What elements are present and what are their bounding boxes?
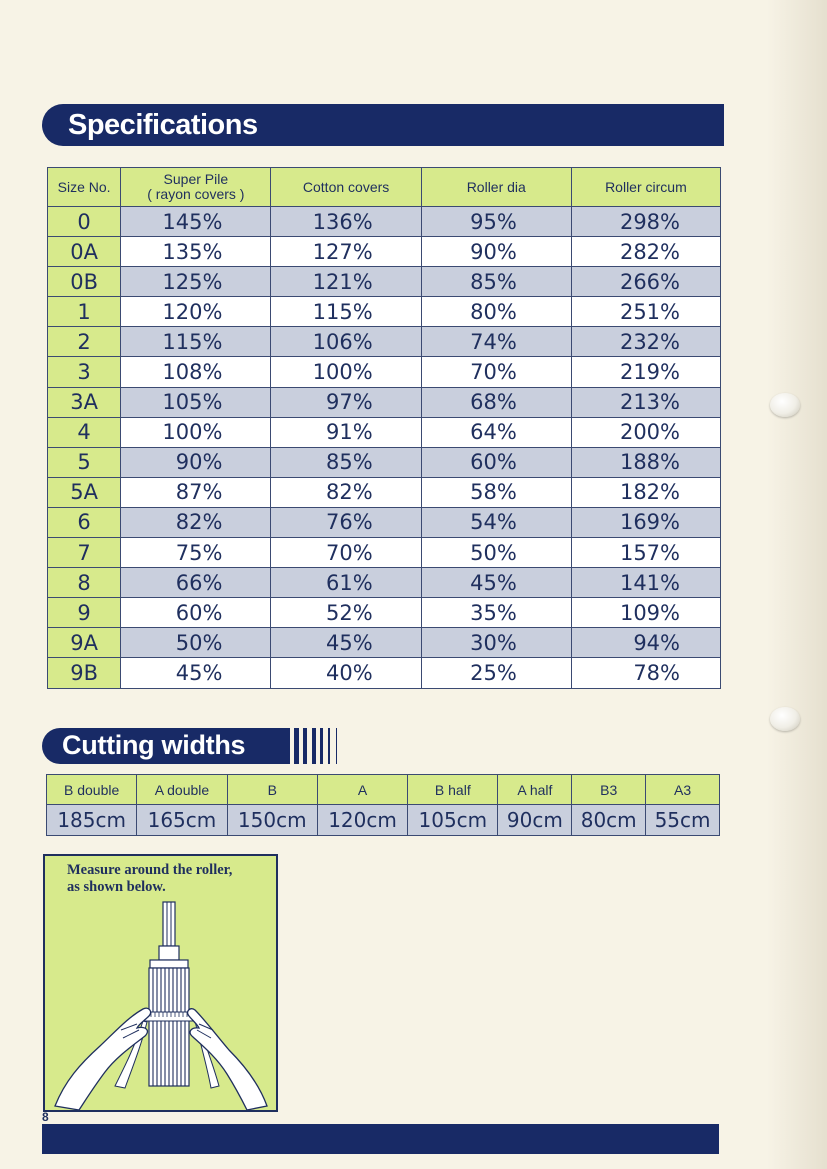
cotton-value: 115% bbox=[312, 299, 373, 324]
circum-cell bbox=[571, 658, 720, 688]
header-size-no: Size No. bbox=[48, 168, 121, 207]
pile-cell bbox=[121, 267, 271, 297]
dia-cell bbox=[421, 207, 571, 237]
header-cotton-covers: Cotton covers bbox=[271, 168, 421, 207]
cotton-value: 85% bbox=[326, 450, 373, 475]
size-cell: 8 bbox=[48, 568, 121, 598]
dia-value: 25% bbox=[470, 660, 517, 685]
dia-cell bbox=[421, 598, 571, 628]
circum-cell bbox=[571, 267, 720, 297]
size-cell: 4 bbox=[48, 417, 121, 447]
table-row bbox=[48, 507, 721, 537]
cotton-value: 52% bbox=[326, 600, 373, 625]
circum-value: 298% bbox=[619, 209, 680, 234]
table-row bbox=[48, 568, 721, 598]
binder-hole bbox=[770, 393, 800, 417]
cutting-width-value: 120cm bbox=[317, 805, 407, 836]
pile-value: 145% bbox=[162, 209, 223, 234]
dia-value: 60% bbox=[470, 450, 517, 475]
dia-cell bbox=[421, 357, 571, 387]
pile-cell bbox=[121, 327, 271, 357]
header-stripe bbox=[320, 728, 323, 764]
pile-value: 60% bbox=[175, 600, 223, 625]
size-cell: 9B bbox=[48, 658, 121, 688]
header-super-pile-line1: Super Pile bbox=[163, 171, 229, 187]
cotton-value: 97% bbox=[326, 390, 373, 415]
dia-cell bbox=[421, 327, 571, 357]
circum-value: 188% bbox=[619, 450, 680, 475]
cotton-cell bbox=[271, 477, 421, 507]
dia-cell bbox=[421, 538, 571, 568]
page-edge-shade bbox=[767, 0, 827, 1169]
circum-value: 182% bbox=[619, 480, 680, 505]
pile-value: 115% bbox=[162, 329, 223, 354]
circum-value: 169% bbox=[619, 510, 680, 535]
circum-value: 109% bbox=[619, 600, 680, 625]
dia-value: 70% bbox=[470, 360, 517, 385]
dia-cell bbox=[421, 387, 571, 417]
circum-cell bbox=[571, 447, 720, 477]
cutting-width-header: B double bbox=[47, 775, 137, 805]
header-stripe bbox=[312, 728, 316, 764]
dia-value: 30% bbox=[470, 630, 517, 655]
header-super-pile bbox=[121, 168, 271, 207]
header-stripe bbox=[294, 728, 299, 764]
cutting-width-value: 165cm bbox=[137, 805, 227, 836]
dia-value: 68% bbox=[470, 390, 517, 415]
table-row bbox=[48, 237, 721, 267]
circum-cell bbox=[571, 538, 720, 568]
cotton-value: 76% bbox=[326, 510, 373, 535]
cutting-width-header: A3 bbox=[646, 775, 720, 805]
table-row bbox=[48, 477, 721, 507]
header-stripe bbox=[336, 728, 337, 764]
dia-value: 50% bbox=[470, 540, 517, 565]
cotton-value: 40% bbox=[326, 660, 373, 685]
table-row bbox=[48, 387, 721, 417]
table-row bbox=[48, 598, 721, 628]
circum-cell bbox=[571, 357, 720, 387]
dia-value: 80% bbox=[470, 299, 517, 324]
cutting-width-value: 55cm bbox=[646, 805, 720, 836]
cutting-width-value: 150cm bbox=[227, 805, 317, 836]
dia-cell bbox=[421, 447, 571, 477]
cutting-width-value: 80cm bbox=[572, 805, 646, 836]
specifications-header-row bbox=[48, 168, 721, 207]
circum-value: 141% bbox=[619, 570, 680, 595]
pile-cell bbox=[121, 447, 271, 477]
measure-instruction-box bbox=[43, 854, 278, 1112]
cotton-value: 70% bbox=[326, 540, 373, 565]
cotton-cell bbox=[271, 297, 421, 327]
cotton-value: 121% bbox=[312, 269, 373, 294]
table-row bbox=[48, 207, 721, 237]
table-row bbox=[48, 628, 721, 658]
footer-bar bbox=[42, 1124, 719, 1154]
cutting-width-header: A half bbox=[498, 775, 572, 805]
cotton-cell bbox=[271, 598, 421, 628]
dia-cell bbox=[421, 568, 571, 598]
measure-instruction-text bbox=[67, 862, 277, 896]
dia-cell bbox=[421, 658, 571, 688]
pile-value: 75% bbox=[175, 540, 223, 565]
pile-cell bbox=[121, 357, 271, 387]
size-cell: 0B bbox=[48, 267, 121, 297]
pile-value: 108% bbox=[162, 360, 223, 385]
table-row bbox=[48, 267, 721, 297]
pile-value: 66% bbox=[175, 570, 223, 595]
pile-cell bbox=[121, 658, 271, 688]
table-row bbox=[48, 658, 721, 688]
circum-value: 78% bbox=[633, 660, 680, 685]
circum-value: 200% bbox=[619, 420, 680, 445]
pile-cell bbox=[121, 297, 271, 327]
size-cell: 3 bbox=[48, 357, 121, 387]
pile-cell bbox=[121, 477, 271, 507]
cotton-cell bbox=[271, 327, 421, 357]
cotton-cell bbox=[271, 267, 421, 297]
pile-value: 45% bbox=[175, 660, 223, 685]
cotton-value: 61% bbox=[326, 570, 373, 595]
cotton-cell bbox=[271, 538, 421, 568]
pile-value: 105% bbox=[162, 390, 223, 415]
table-row bbox=[48, 357, 721, 387]
cutting-widths-title: Cutting widths bbox=[62, 730, 246, 760]
circum-cell bbox=[571, 327, 720, 357]
cotton-value: 100% bbox=[312, 360, 373, 385]
cotton-cell bbox=[271, 357, 421, 387]
cutting-widths-value-row bbox=[47, 805, 720, 836]
circum-cell bbox=[571, 598, 720, 628]
circum-value: 266% bbox=[619, 269, 680, 294]
circum-value: 232% bbox=[619, 329, 680, 354]
header-roller-circum: Roller circum bbox=[571, 168, 720, 207]
circum-value: 219% bbox=[619, 360, 680, 385]
cotton-cell bbox=[271, 207, 421, 237]
size-cell: 2 bbox=[48, 327, 121, 357]
cotton-value: 82% bbox=[326, 480, 373, 505]
cotton-cell bbox=[271, 447, 421, 477]
cutting-widths-table bbox=[46, 774, 720, 836]
dia-cell bbox=[421, 628, 571, 658]
cutting-width-header: B half bbox=[408, 775, 498, 805]
cutting-width-value: 90cm bbox=[498, 805, 572, 836]
pile-value: 87% bbox=[175, 480, 223, 505]
specifications-title: Specifications bbox=[68, 109, 258, 141]
roller-measuring-illustration bbox=[45, 896, 276, 1110]
size-cell: 7 bbox=[48, 538, 121, 568]
pile-cell bbox=[121, 417, 271, 447]
specifications-table bbox=[47, 167, 721, 689]
cutting-width-value: 185cm bbox=[47, 805, 137, 836]
table-row bbox=[48, 327, 721, 357]
cotton-value: 127% bbox=[312, 239, 373, 264]
dia-value: 90% bbox=[470, 239, 517, 264]
cotton-value: 106% bbox=[312, 329, 373, 354]
circum-cell bbox=[571, 237, 720, 267]
dia-cell bbox=[421, 297, 571, 327]
pile-cell bbox=[121, 568, 271, 598]
cotton-cell bbox=[271, 417, 421, 447]
size-cell: 0 bbox=[48, 207, 121, 237]
pile-cell bbox=[121, 598, 271, 628]
dia-value: 54% bbox=[470, 510, 517, 535]
circum-value: 213% bbox=[619, 390, 680, 415]
header-stripe bbox=[328, 728, 330, 764]
dia-value: 85% bbox=[470, 269, 517, 294]
header-roller-dia: Roller dia bbox=[421, 168, 571, 207]
cutting-width-header: A bbox=[317, 775, 407, 805]
pile-cell bbox=[121, 628, 271, 658]
size-cell: 5 bbox=[48, 447, 121, 477]
dia-value: 95% bbox=[470, 209, 517, 234]
pile-value: 50% bbox=[175, 630, 223, 655]
table-row bbox=[48, 538, 721, 568]
dia-value: 35% bbox=[470, 600, 517, 625]
dia-cell bbox=[421, 267, 571, 297]
size-cell: 9A bbox=[48, 628, 121, 658]
pile-cell bbox=[121, 237, 271, 267]
circum-value: 282% bbox=[619, 239, 680, 264]
cotton-cell bbox=[271, 237, 421, 267]
cotton-value: 45% bbox=[326, 630, 373, 655]
circum-cell bbox=[571, 477, 720, 507]
dia-cell bbox=[421, 507, 571, 537]
table-row bbox=[48, 447, 721, 477]
cotton-cell bbox=[271, 628, 421, 658]
cotton-cell bbox=[271, 507, 421, 537]
header-stripe bbox=[303, 728, 307, 764]
circum-cell bbox=[571, 568, 720, 598]
pile-value: 135% bbox=[162, 239, 223, 264]
cotton-cell bbox=[271, 387, 421, 417]
binder-hole bbox=[770, 707, 800, 731]
header-super-pile-line2: ( rayon covers ) bbox=[147, 186, 245, 202]
size-cell: 1 bbox=[48, 297, 121, 327]
cutting-width-header: B bbox=[227, 775, 317, 805]
pile-value: 120% bbox=[162, 299, 223, 324]
page-number: 8 bbox=[42, 1110, 49, 1124]
size-cell: 9 bbox=[48, 598, 121, 628]
cutting-width-header: B3 bbox=[572, 775, 646, 805]
circum-cell bbox=[571, 387, 720, 417]
circum-value: 157% bbox=[619, 540, 680, 565]
cotton-value: 136% bbox=[312, 209, 373, 234]
size-cell: 3A bbox=[48, 387, 121, 417]
pile-cell bbox=[121, 507, 271, 537]
measure-line-2: as shown below. bbox=[67, 879, 166, 895]
cotton-value: 91% bbox=[326, 420, 373, 445]
circum-cell bbox=[571, 628, 720, 658]
cutting-width-value: 105cm bbox=[408, 805, 498, 836]
circum-cell bbox=[571, 507, 720, 537]
size-cell: 0A bbox=[48, 237, 121, 267]
cutting-width-header: A double bbox=[137, 775, 227, 805]
pile-value: 125% bbox=[162, 269, 223, 294]
pile-value: 90% bbox=[175, 450, 223, 475]
dia-value: 45% bbox=[470, 570, 517, 595]
circum-cell bbox=[571, 297, 720, 327]
circum-value: 94% bbox=[633, 630, 680, 655]
cutting-widths-header-row bbox=[47, 775, 720, 805]
dia-value: 74% bbox=[470, 329, 517, 354]
circum-cell bbox=[571, 207, 720, 237]
pile-value: 82% bbox=[175, 510, 223, 535]
dia-cell bbox=[421, 417, 571, 447]
pile-cell bbox=[121, 207, 271, 237]
circum-value: 251% bbox=[619, 299, 680, 324]
cotton-cell bbox=[271, 568, 421, 598]
pile-cell bbox=[121, 538, 271, 568]
pile-cell bbox=[121, 387, 271, 417]
cotton-cell bbox=[271, 658, 421, 688]
dia-value: 64% bbox=[470, 420, 517, 445]
size-cell: 6 bbox=[48, 507, 121, 537]
dia-cell bbox=[421, 237, 571, 267]
size-cell: 5A bbox=[48, 477, 121, 507]
dia-value: 58% bbox=[470, 480, 517, 505]
measure-line-1: Measure around the roller, bbox=[67, 862, 233, 878]
table-row bbox=[48, 297, 721, 327]
dia-cell bbox=[421, 477, 571, 507]
table-row bbox=[48, 417, 721, 447]
circum-cell bbox=[571, 417, 720, 447]
specifications-body bbox=[48, 207, 721, 689]
pile-value: 100% bbox=[162, 420, 223, 445]
